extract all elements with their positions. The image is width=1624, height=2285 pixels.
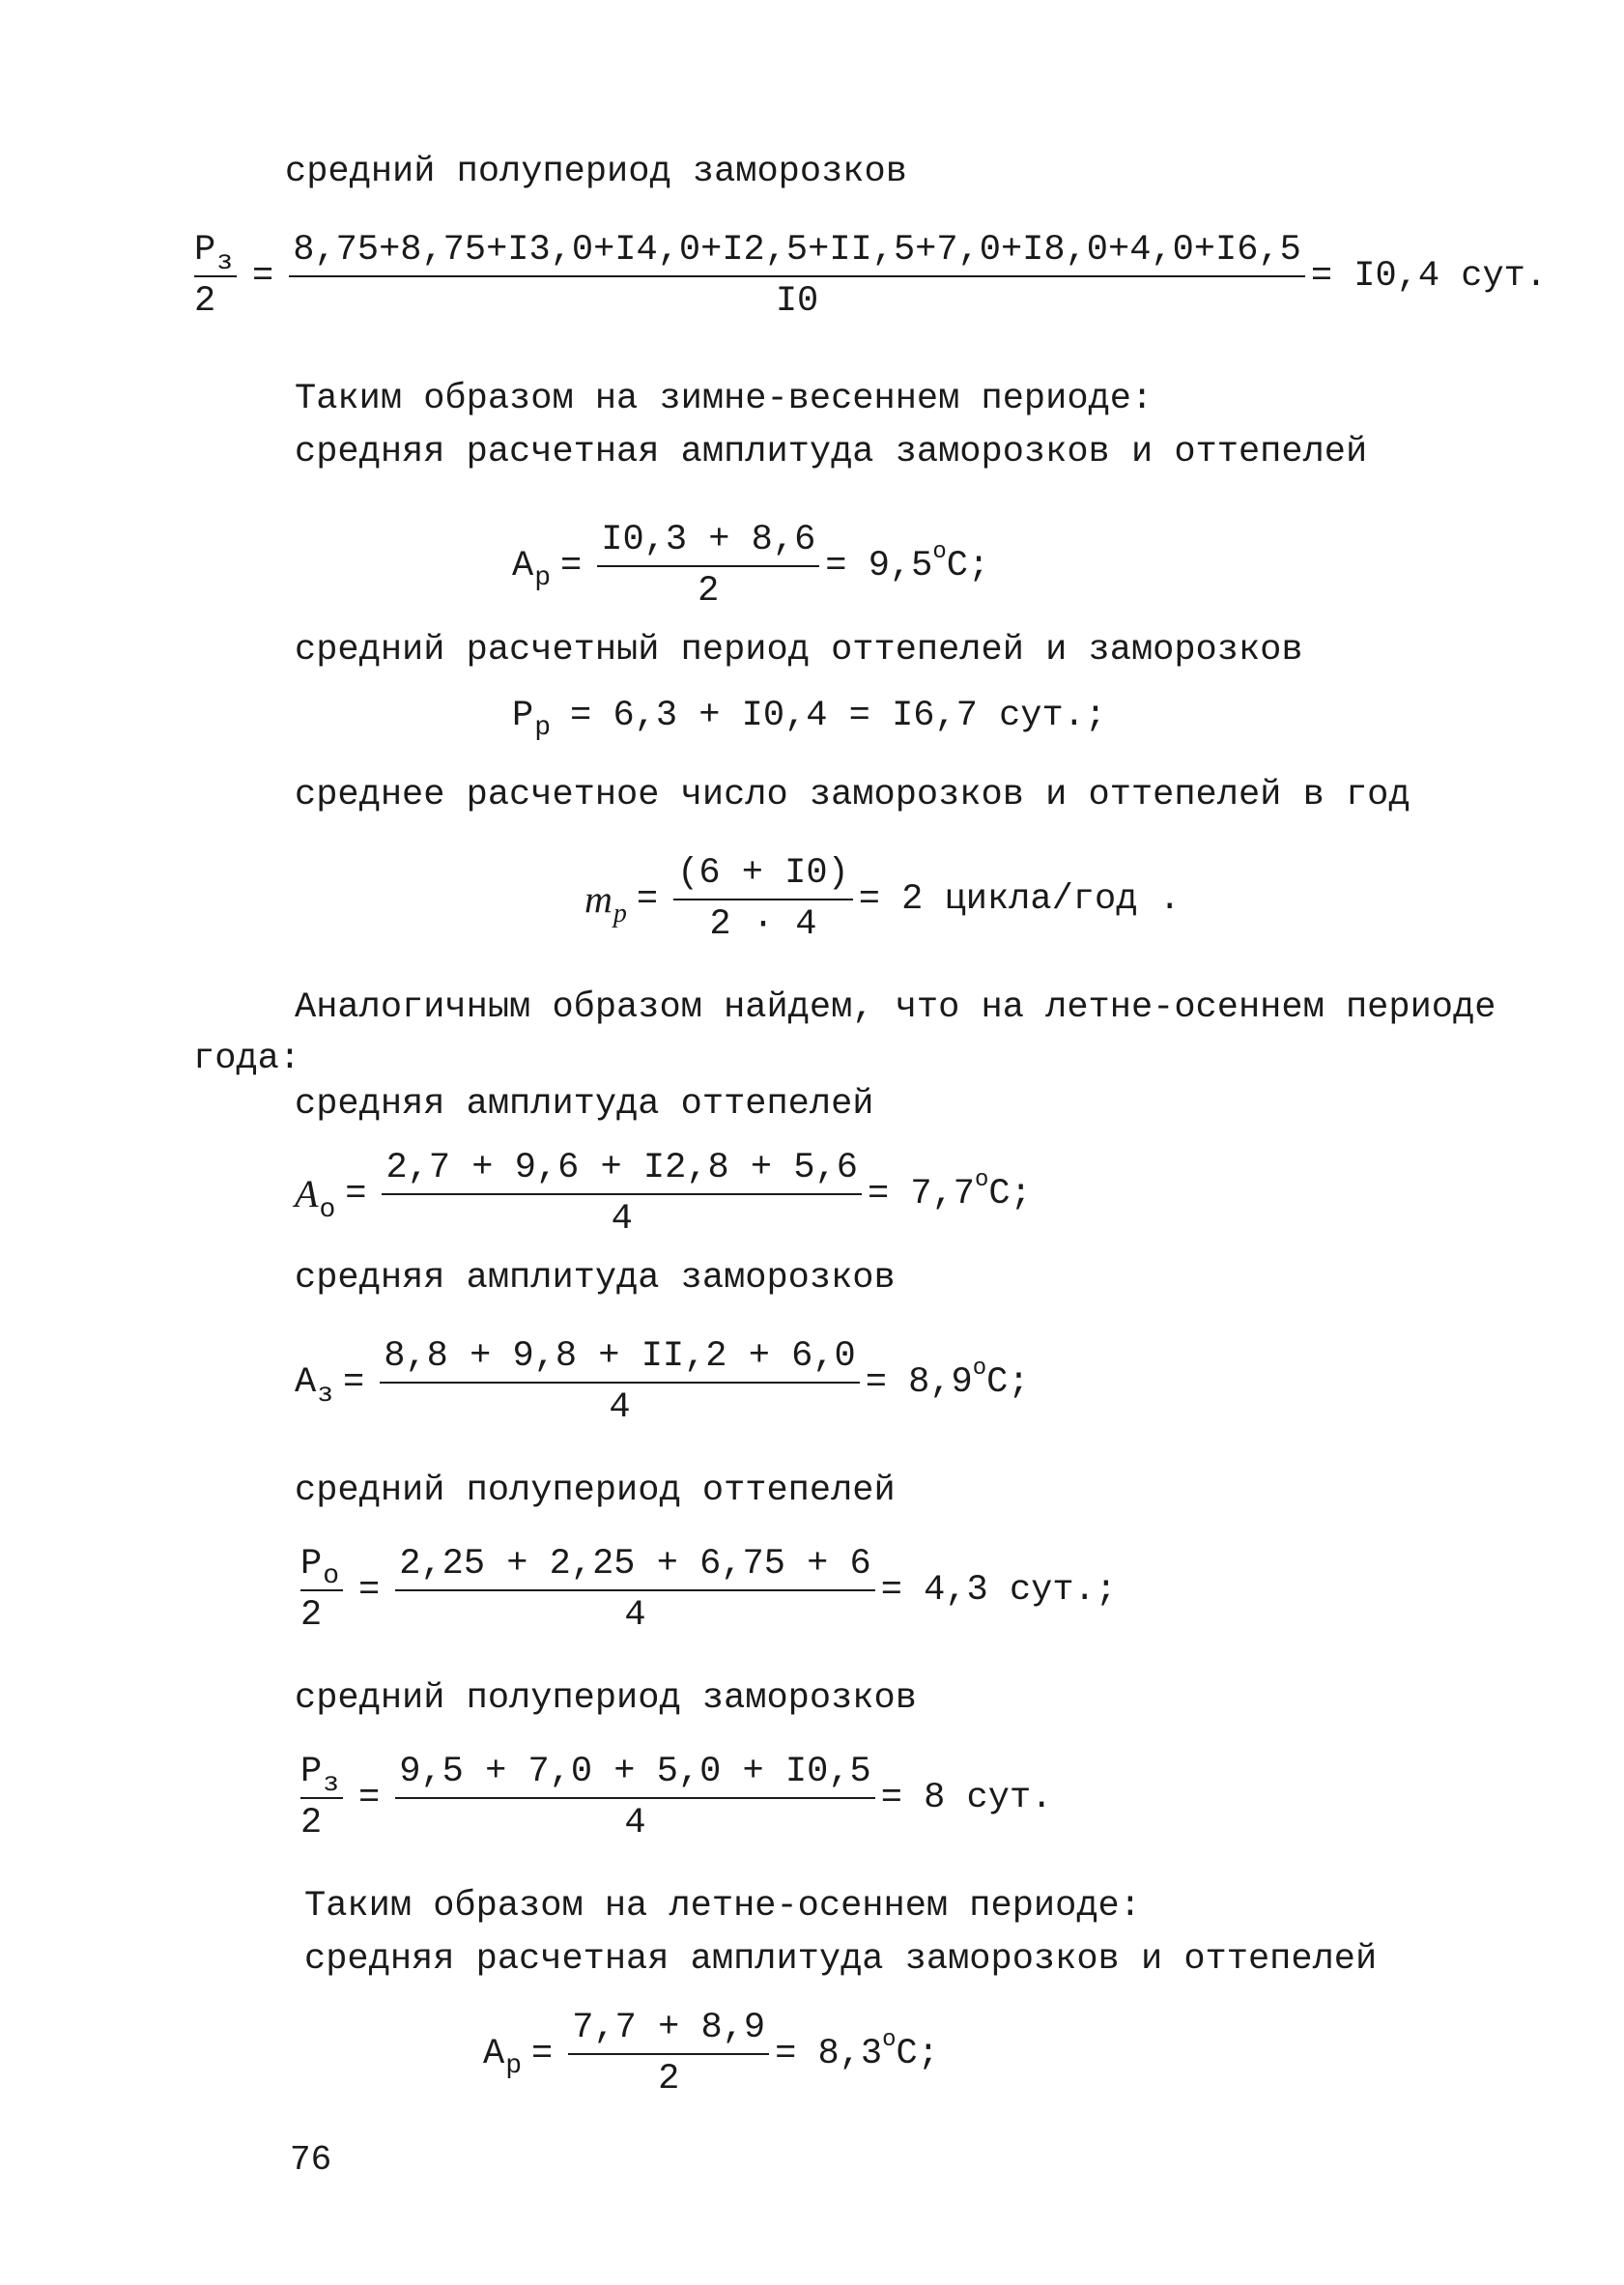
- text-line: средний полупериод оттепелей: [295, 1471, 896, 1511]
- equation-thaw-halfperiod-summer: P o 2 = $\frac{2,25 + 2,25 + 6,75 + 6}{4}$ = 4,3 сут.;: [300, 1544, 1117, 1636]
- denominator: 2: [194, 280, 216, 322]
- text-line: Аналогичным образом найдем, что на летне-осеннем периоде: [295, 987, 1496, 1028]
- lhs-fraction: [194, 232, 237, 321]
- denominator: 4: [624, 1802, 646, 1843]
- unit: C;: [946, 545, 990, 586]
- equation-freeze-amplitude-summer: A з = $\frac{8,8 + 9,8 + II,2 + 6,0}{4}$ = 8,9 o C;: [295, 1336, 1030, 1428]
- equation-cycles-winter: m p = $\frac{(6 + I0)}{2 \cdot 4}$ = 2 цикла/год .: [584, 853, 1181, 945]
- unit: C;: [986, 1361, 1030, 1403]
- denominator: 2: [300, 1594, 323, 1636]
- result: = 8,3: [775, 2033, 883, 2074]
- symbol: P: [512, 696, 534, 736]
- text-line: средний полупериод заморозков: [285, 152, 907, 192]
- subscript: o: [323, 1561, 340, 1591]
- expression: = 6,3 + I0,4 = I6,7 сут.;: [570, 696, 1107, 736]
- denominator: 4: [624, 1594, 646, 1636]
- text-line: года:: [193, 1039, 301, 1079]
- equation-amplitude-summer: A p = $\frac{7,7 + 8,9}{2}$ = 8,3 o C;: [483, 2008, 939, 2099]
- degree-sign: o: [972, 1356, 987, 1383]
- subscript: з: [317, 1379, 334, 1410]
- page-number: 76: [290, 2140, 332, 2180]
- result: = 9,5: [825, 545, 933, 586]
- text-line: средний расчетный период оттепелей и заморозков: [295, 630, 1303, 671]
- text-line: Таким образом на зимне-весеннем периоде:: [295, 379, 1154, 419]
- text-line: среднее расчетное число заморозков и оттепелей в год: [295, 775, 1410, 815]
- degree-sign: o: [932, 539, 947, 566]
- denominator: 4: [611, 1198, 633, 1240]
- unit: C;: [988, 1173, 1032, 1214]
- numerator: 2,7 + 9,6 + I2,8 + 5,6: [382, 1150, 861, 1195]
- symbol: A: [512, 545, 534, 586]
- symbol: A: [295, 1361, 317, 1403]
- result: = 8,9: [865, 1361, 973, 1403]
- numerator: I0,3 + 8,6: [597, 522, 819, 567]
- symbol: m: [584, 877, 613, 922]
- subscript: o: [319, 1195, 336, 1226]
- equation-thaw-amplitude-summer: A o = $\frac{2,7 + 9,6 + I2,8 + 5,6}{4}$ = 7,7 o C;: [295, 1148, 1032, 1240]
- result: = 8 сут.: [880, 1777, 1053, 1818]
- subscript: з: [216, 247, 234, 277]
- symbol: P: [300, 1752, 323, 1792]
- degree-sign: o: [974, 1167, 989, 1194]
- text-line: средняя амплитуда заморозков: [295, 1258, 896, 1299]
- subscript: p: [613, 899, 627, 929]
- result: = I0,4 сут.: [1310, 255, 1548, 297]
- text-line: средняя расчетная амплитуда заморозков и оттепелей: [295, 432, 1368, 472]
- equation-freeze-halfperiod-summer: P з 2 = $\frac{9,5 + 7,0 + 5,0 + I0,5}{4}$ = 8 сут.: [300, 1752, 1053, 1843]
- text-line: средняя амплитуда оттепелей: [295, 1084, 874, 1125]
- symbol: P: [300, 1544, 323, 1585]
- numerator: 9,5 + 7,0 + 5,0 + I0,5: [395, 1754, 874, 1799]
- result: = 4,3 сут.;: [880, 1569, 1117, 1611]
- result: = 7,7: [867, 1173, 975, 1214]
- text-line: средняя расчетная амплитуда заморозков и оттепелей: [304, 1939, 1378, 1980]
- numerator: 8,75+8,75+I3,0+I4,0+I2,5+II,5+7,0+I8,0+4,0+I6,5: [289, 232, 1305, 277]
- symbol: A: [483, 2033, 505, 2074]
- denominator: 4: [609, 1386, 631, 1428]
- symbol: A: [295, 1172, 319, 1216]
- numerator: 2,25 + 2,25 + 6,75 + 6: [395, 1546, 874, 1591]
- subscript: p: [505, 2050, 523, 2081]
- result: = 2 цикла/год .: [858, 878, 1181, 920]
- rhs-fraction: [289, 232, 1305, 321]
- equation-amplitude-winter: A p = $\frac{I0,3 + 8,6}{2}$ = 9,5 o C;: [512, 520, 990, 612]
- numerator: 8,8 + 9,8 + II,2 + 6,0: [380, 1338, 859, 1384]
- denominator: I0: [775, 280, 819, 322]
- subscript: p: [534, 713, 552, 743]
- text-line: Таким образом на летне-осеннем периоде:: [304, 1886, 1141, 1927]
- numerator: 7,7 + 8,9: [568, 2010, 769, 2055]
- denominator: 2 · 4: [709, 903, 817, 945]
- unit: C;: [896, 2033, 939, 2074]
- denominator: 2: [658, 2058, 680, 2099]
- denominator: 2: [300, 1802, 323, 1843]
- text-line: средний полупериод заморозков: [295, 1678, 917, 1719]
- equation-freeze-halfperiod-winter: P з 2 = $\frac{8,75+8,75+I3,0+I4,0+I2,5+II,5+7,0+I8,0+4,0+I6,5}{I0}$ = I0,4 сут.: [194, 230, 1548, 322]
- degree-sign: o: [882, 2027, 897, 2054]
- numerator: (6 + I0): [673, 855, 853, 900]
- subscript: з: [323, 1769, 340, 1799]
- subscript: p: [534, 562, 552, 593]
- symbol: P: [194, 230, 216, 271]
- denominator: 2: [698, 570, 720, 612]
- equation-period-winter: [512, 696, 1107, 743]
